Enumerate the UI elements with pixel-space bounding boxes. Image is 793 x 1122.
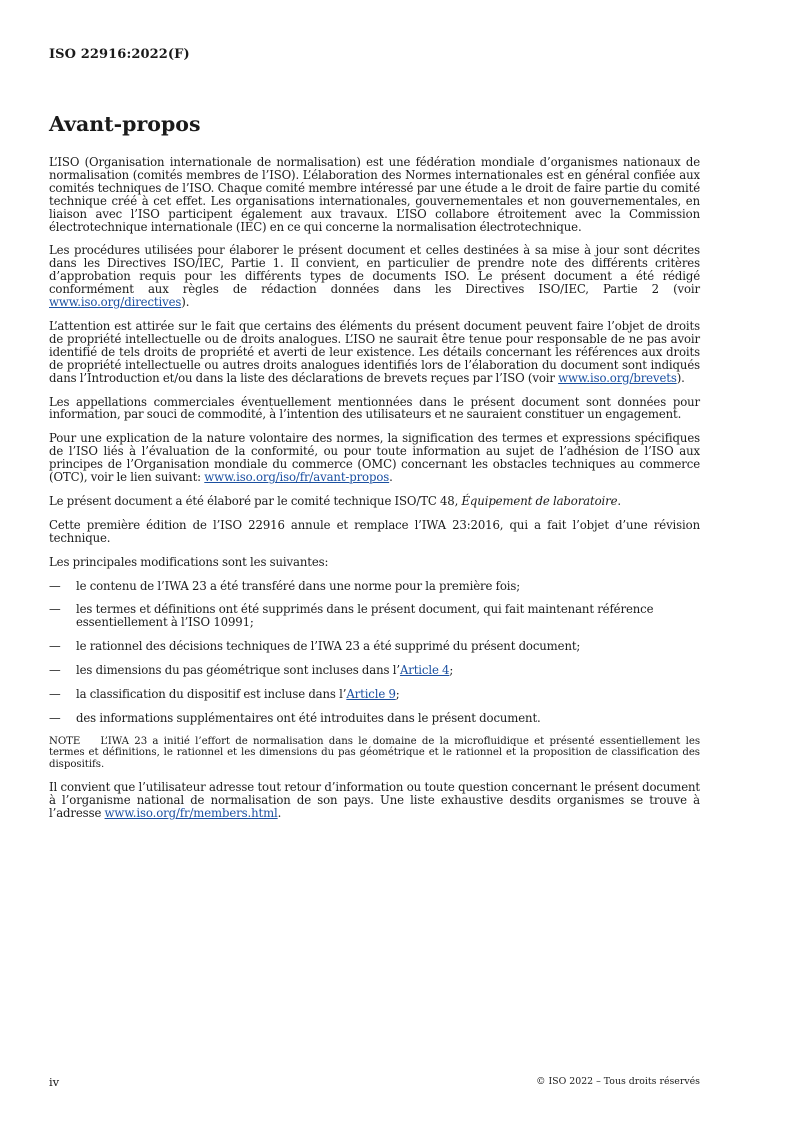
- list-item-text: le rationnel des décisions techniques de l’IWA 23 a été supprimé du présent document;: [76, 639, 581, 654]
- paragraph-text: L’attention est attirée sur le fait que certains des éléments du présent document peuvent faire l’objet de droits de propriété intellectuelle ou de droits analogues. L’ISO ne saurait être tenue pour responsable de ne pas avoir identifié de tels droits de propriété et averti de leur existence. Les détails concernant les références aux droits de propriété intellectuelle ou autres droits analogues identifiés lors de l’élaboration du document sont indiqués dans l’Introduction et/ou dans la liste des déclarations de brevets reçues par l’ISO (voir: [49, 318, 700, 385]
- list-item-text: le contenu de l’IWA 23 a été transféré dans une norme pour la première fois;: [76, 578, 521, 593]
- page-title: Avant-propos: [49, 112, 201, 136]
- list-item: [49, 580, 700, 593]
- paragraph-text: Il convient que l’utilisateur adresse tout retour d’information ou toute question concernant le présent document à l’organisme national de normalisation de son pays. Une liste exhaustive desdits organismes se trouve à l’adresse: [49, 780, 700, 820]
- paragraph-edition: Cette première édition de l’ISO 22916 annule et remplace l’IWA 23:2016, qui a fait l’objet d’une révision technique.: [49, 517, 700, 545]
- committee-name: Équipement de laboratoire: [461, 493, 618, 508]
- paragraph-end: .: [277, 805, 282, 820]
- list-item: [49, 712, 700, 725]
- dash-bullet: —: [49, 639, 61, 654]
- list-item: [49, 664, 700, 677]
- note-label: NOTE: [49, 735, 81, 747]
- paragraph-changes-intro: Les principales modifications sont les suivantes:: [49, 554, 329, 569]
- copyright-notice: © ISO 2022 – Tous droits réservés: [536, 1076, 700, 1087]
- note: [49, 736, 700, 770]
- dash-bullet: —: [49, 602, 61, 617]
- list-item-text: [76, 688, 700, 701]
- link-foreword[interactable]: www.iso.org/iso/fr/avant-propos: [204, 470, 390, 485]
- paragraph-text: Le présent document a été élaboré par le comité technique ISO/TC 48,: [49, 493, 462, 508]
- list-item-text: [76, 664, 700, 677]
- list-item: [49, 603, 700, 629]
- paragraph-procedures: [49, 244, 700, 309]
- link-article-9[interactable]: Article 9: [346, 687, 396, 702]
- list-item-text: les termes et définitions ont été supprimés dans le présent document, qui fait maintenant référence essentiellement à l’ISO 10991;: [76, 602, 654, 630]
- paragraph-patents: [49, 320, 700, 385]
- dash-bullet: —: [49, 711, 61, 725]
- note-text: L’IWA 23 a initié l’effort de normalisation dans le domaine de la microfluidique et présenté essentiellement les termes et définitions, le rationnel et les dimensions du pas géométrique et le rationnel et la proposition de classification des dispositifs.: [49, 735, 700, 770]
- list-item: [49, 688, 700, 701]
- paragraph-text: Pour une explication de la nature volontaire des normes, la signification des termes et expressions spécifiques de l’ISO liés à l’évaluation de la conformité, ou pour toute information au sujet de l’adhésion de l’ISO aux principes de l’Organisation mondiale du commerce (OMC) concernant les obstacles techniques au commerce (OTC), voir le lien suivant:: [49, 431, 700, 485]
- list-item-end: ;: [449, 663, 454, 678]
- paragraph-end: .: [389, 470, 393, 485]
- paragraph-end: .: [617, 493, 622, 508]
- content-body: [49, 156, 700, 820]
- paragraph-trade-names: Les appellations commerciales éventuellement mentionnées dans le présent document sont données pour information, par souci de commodité, à l’intention des utilisateurs et ne sauraient constituer un engagement.: [49, 394, 700, 422]
- paragraph-iso-intro: L’ISO (Organisation internationale de normalisation) est une fédération mondiale d’organismes nationaux de normalisation (comités membres de l’ISO). L’élaboration des Normes internationales est en général confiée aux comités techniques de l’ISO. Chaque comité membre intéressé par une étude a le droit de faire partie du comité technique créé à cet effet. Les organisations internationales, gouvernementales et non gouvernementales, en liaison avec l’ISO participent également aux travaux. L’ISO collabore étroitement avec la Commission électrotechnique internationale (IEC) en ce qui concerne la normalisation électrotechnique.: [49, 155, 700, 234]
- list-item-end: ;: [395, 687, 400, 702]
- list-item-prefix: les dimensions du pas géométrique sont incluses dans l’: [76, 663, 400, 678]
- link-patents[interactable]: www.iso.org/brevets: [558, 370, 677, 385]
- list-item: [49, 640, 700, 653]
- dash-bullet: —: [49, 663, 61, 678]
- dash-bullet: —: [49, 578, 61, 593]
- list-item-prefix: la classification du dispositif est incluse dans l’: [76, 687, 347, 702]
- link-directives[interactable]: www.iso.org/directives: [49, 295, 182, 310]
- paragraph-end: ).: [181, 295, 190, 310]
- link-article-4[interactable]: Article 4: [399, 663, 450, 678]
- document-id: ISO 22916:2022(F): [49, 47, 190, 62]
- paragraph-voluntary-nature: [49, 432, 700, 484]
- page-number: iv: [49, 1075, 60, 1089]
- link-members[interactable]: www.iso.org/fr/members.html: [104, 805, 278, 820]
- list-item-text: des informations supplémentaires ont été introduites dans le présent document.: [76, 711, 541, 725]
- paragraph-committee: [49, 495, 700, 508]
- paragraph-feedback: [49, 781, 700, 820]
- paragraph-text: Les procédures utilisées pour élaborer le présent document et celles destinées à sa mise à jour sont décrites dans les Directives ISO/IEC, Partie 1. Il convient, en particulier de prendre note des différents critères d’approbation requis pour les différents types de documents ISO. Le présent document a été rédigé conformément aux règles de rédaction données dans les Directives ISO/IEC, Partie 2 (voir: [49, 243, 700, 297]
- paragraph-end: ).: [676, 370, 685, 385]
- dash-bullet: —: [49, 687, 61, 702]
